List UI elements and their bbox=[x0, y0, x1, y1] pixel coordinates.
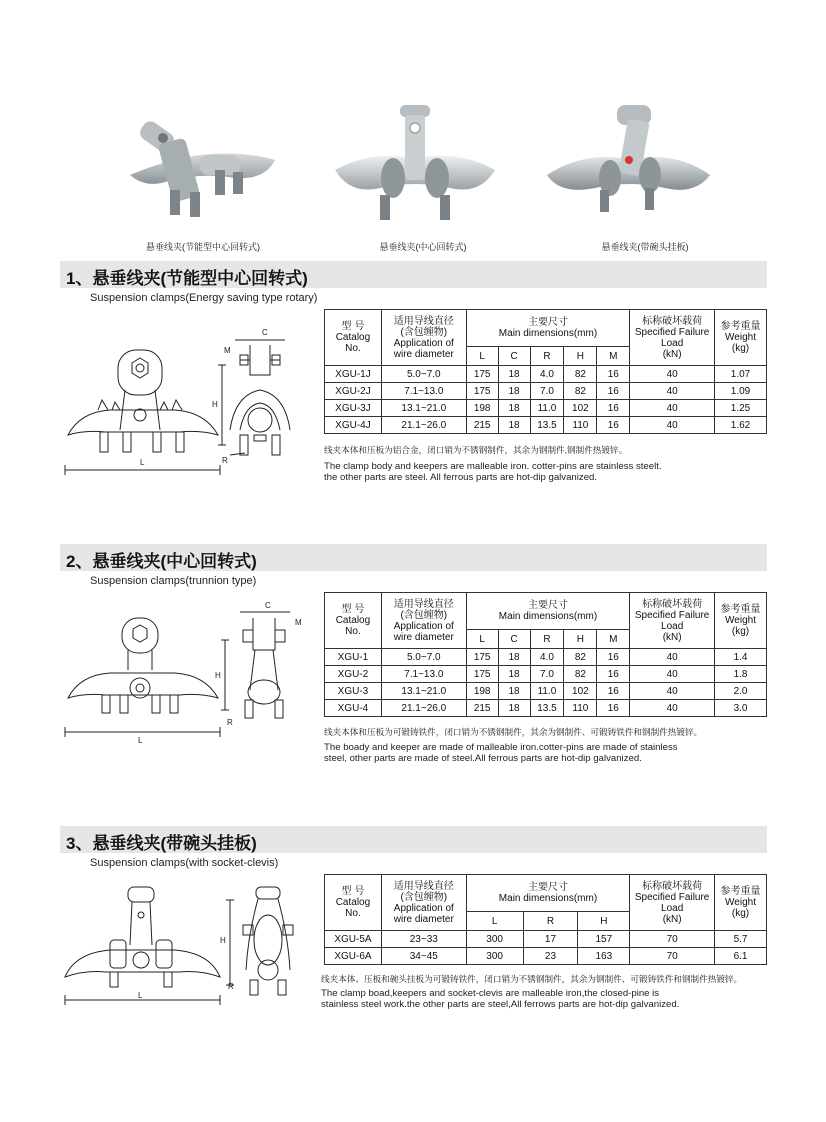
table-cell: 13.1~21.0 bbox=[381, 400, 466, 417]
dim-label-M: M bbox=[224, 346, 231, 355]
table-cell: 18 bbox=[498, 666, 530, 683]
dim-label-H: H bbox=[220, 936, 226, 945]
header-dims: 主要尺寸 Main dimensions(mm) bbox=[466, 310, 630, 347]
table-row bbox=[325, 948, 767, 965]
drawing-side-view-3 bbox=[218, 885, 308, 1010]
table-cell: 40 bbox=[630, 666, 715, 683]
table-cell: 16 bbox=[597, 700, 630, 717]
table-cell: 82 bbox=[564, 666, 597, 683]
table-cell: 175 bbox=[466, 666, 498, 683]
table-cell: 1.8 bbox=[715, 666, 767, 683]
col-H: H bbox=[564, 630, 597, 649]
table-cell: 34~45 bbox=[381, 948, 466, 965]
table-cell: 157 bbox=[578, 931, 630, 948]
table-row bbox=[325, 383, 767, 400]
note-en-2: the other parts are steel. All ferrous parts are hot-dip galvanized. bbox=[324, 472, 598, 483]
table-cell: 4.0 bbox=[530, 649, 564, 666]
table-cell: 18 bbox=[498, 649, 530, 666]
table-cell: 18 bbox=[498, 700, 530, 717]
table-cell: XGU-6A bbox=[325, 948, 382, 965]
table-cell: 23~33 bbox=[381, 931, 466, 948]
col-L: L bbox=[466, 912, 523, 931]
table-cell: 40 bbox=[630, 383, 715, 400]
table-cell: 13.1~21.0 bbox=[381, 683, 466, 700]
table-cell: XGU-1 bbox=[325, 649, 382, 666]
table-cell: XGU-3J bbox=[325, 400, 382, 417]
col-C: C bbox=[498, 630, 530, 649]
header-weight: 参考重量 Weight (kg) bbox=[715, 875, 767, 931]
header-diameter: 适用导线直径 (含包缠物) Application of wire diameter bbox=[381, 875, 466, 931]
header-model: 型 号 Catalog No. bbox=[325, 875, 382, 931]
table-cell: 16 bbox=[597, 683, 630, 700]
section-3-note bbox=[321, 974, 742, 1011]
section-2-subtitle: Suspension clamps(trunnion type) bbox=[90, 575, 257, 587]
table-cell: 40 bbox=[630, 366, 715, 383]
table-cell: 70 bbox=[630, 948, 715, 965]
table-cell: 175 bbox=[466, 383, 498, 400]
table-cell: 16 bbox=[597, 400, 630, 417]
table-cell: 1.25 bbox=[715, 400, 767, 417]
table-cell: XGU-5A bbox=[325, 931, 382, 948]
dim-label-L: L bbox=[140, 458, 145, 467]
section-2-note bbox=[324, 727, 702, 765]
section-3-title: 3、悬垂线夹(带碗头挂板) bbox=[66, 834, 257, 853]
drawing-front-view-1 bbox=[60, 340, 225, 490]
section-3-subtitle: Suspension clamps(with socket-clevis) bbox=[90, 857, 279, 869]
table-cell: 7.0 bbox=[530, 383, 564, 400]
spec-table-1 bbox=[324, 309, 767, 434]
header-model: 型 号 Catalog No. bbox=[325, 593, 382, 649]
dim-label-H: H bbox=[212, 400, 218, 409]
dim-label-M: M bbox=[295, 618, 302, 627]
section-3-title-bar bbox=[60, 826, 767, 853]
spec-table-3 bbox=[324, 874, 767, 965]
table-cell: 198 bbox=[466, 683, 498, 700]
section-2-title: 2、悬垂线夹(中心回转式) bbox=[66, 552, 257, 571]
header-model: 型 号 Catalog No. bbox=[325, 310, 382, 366]
product-photo-socket-clevis-clamp bbox=[545, 100, 715, 225]
table-cell: 175 bbox=[466, 649, 498, 666]
col-L: L bbox=[466, 347, 498, 366]
section-1-subtitle: Suspension clamps(Energy saving type rotary) bbox=[90, 292, 318, 304]
col-R: R bbox=[523, 912, 578, 931]
product-photo-energy-saving-clamp bbox=[115, 100, 285, 225]
table-cell: 13.5 bbox=[530, 700, 564, 717]
table-cell: 6.1 bbox=[715, 948, 767, 965]
table-cell: 3.0 bbox=[715, 700, 767, 717]
table-cell: 1.07 bbox=[715, 366, 767, 383]
table-cell: 4.0 bbox=[530, 366, 564, 383]
col-C: C bbox=[498, 347, 530, 366]
table-row bbox=[325, 366, 767, 383]
table-cell: 82 bbox=[564, 649, 597, 666]
table-cell: 2.0 bbox=[715, 683, 767, 700]
table-row bbox=[325, 683, 767, 700]
col-M: M bbox=[597, 630, 630, 649]
table-row bbox=[325, 417, 767, 434]
col-L: L bbox=[466, 630, 498, 649]
table-cell: 13.5 bbox=[530, 417, 564, 434]
table-cell: 40 bbox=[630, 683, 715, 700]
table-cell: XGU-1J bbox=[325, 366, 382, 383]
table-row bbox=[325, 700, 767, 717]
table-cell: 40 bbox=[630, 649, 715, 666]
table-cell: 18 bbox=[498, 383, 530, 400]
table-cell: 1.09 bbox=[715, 383, 767, 400]
section-1-title: 1、悬垂线夹(节能型中心回转式) bbox=[66, 269, 308, 288]
table-cell: 198 bbox=[466, 400, 498, 417]
section-1-note bbox=[324, 445, 662, 484]
section-2-title-bar bbox=[60, 544, 767, 571]
table-cell: 1.62 bbox=[715, 417, 767, 434]
table-cell: 102 bbox=[564, 683, 597, 700]
table-cell: 16 bbox=[597, 383, 630, 400]
table-cell: 7.1~13.0 bbox=[381, 666, 466, 683]
section-1-title-bar bbox=[60, 261, 767, 288]
product-photo-trunnion-clamp bbox=[330, 100, 500, 225]
table-cell: 18 bbox=[498, 417, 530, 434]
drawing-front-view-3 bbox=[60, 885, 225, 1015]
table-cell: 21.1~26.0 bbox=[381, 700, 466, 717]
note-en-2: steel, other parts are made of steel.All ferrous parts are hot-dip galvanized. bbox=[324, 753, 642, 764]
dim-label-H: H bbox=[215, 671, 221, 680]
header-load: 标称破坏载荷 Specified Failure Load (kN) bbox=[630, 593, 715, 649]
photo-caption-2: 悬垂线夹(中心回转式) bbox=[379, 242, 467, 252]
table-row bbox=[325, 666, 767, 683]
header-dims: 主要尺寸 Main dimensions(mm) bbox=[466, 593, 630, 630]
dim-label-R: R bbox=[222, 456, 228, 465]
table-cell: 5.0~7.0 bbox=[381, 649, 466, 666]
table-cell: 17 bbox=[523, 931, 578, 948]
table-cell: 163 bbox=[578, 948, 630, 965]
table-cell: 11.0 bbox=[530, 400, 564, 417]
table-cell: 175 bbox=[466, 366, 498, 383]
table-cell: 5.0~7.0 bbox=[381, 366, 466, 383]
note-cn: 线夹本体和压板为可锻铸铁件，闭口销为不锈钢制件，其余为钢制件、可锻铸铁件和钢制件热镀锌。 bbox=[324, 727, 703, 737]
col-H: H bbox=[564, 347, 597, 366]
table-cell: 215 bbox=[466, 700, 498, 717]
table-cell: XGU-4 bbox=[325, 700, 382, 717]
table-cell: 70 bbox=[630, 931, 715, 948]
col-H: H bbox=[578, 912, 630, 931]
table-cell: XGU-3 bbox=[325, 683, 382, 700]
table-cell: 18 bbox=[498, 683, 530, 700]
table-cell: 300 bbox=[466, 931, 523, 948]
header-load: 标称破坏载荷 Specified Failure Load (kN) bbox=[630, 875, 715, 931]
spec-table-2 bbox=[324, 592, 767, 717]
table-cell: 82 bbox=[564, 366, 597, 383]
photo-caption-1: 悬垂线夹(节能型中心回转式) bbox=[146, 242, 260, 252]
dim-label-C: C bbox=[265, 601, 271, 610]
table-row bbox=[325, 649, 767, 666]
dim-label-C: C bbox=[262, 328, 268, 337]
table-cell: 1.4 bbox=[715, 649, 767, 666]
header-dims: 主要尺寸 Main dimensions(mm) bbox=[466, 875, 630, 912]
header-diameter: 适用导线直径 (含包缠物) Application of wire diameter bbox=[381, 310, 466, 366]
table-cell: 215 bbox=[466, 417, 498, 434]
note-en-1: The clamp body and keepers are malleable iron. cotter-pins are stainless steelt. bbox=[324, 460, 662, 472]
table-cell: 40 bbox=[630, 417, 715, 434]
drawing-side-view-1 bbox=[210, 325, 305, 485]
table-cell: 16 bbox=[597, 649, 630, 666]
table-cell: 40 bbox=[630, 700, 715, 717]
table-cell: 82 bbox=[564, 383, 597, 400]
table-cell: 7.1~13.0 bbox=[381, 383, 466, 400]
table-cell: 16 bbox=[597, 666, 630, 683]
photo-caption-3: 悬垂线夹(带碗头挂板) bbox=[601, 242, 689, 252]
dim-label-L: L bbox=[138, 736, 143, 745]
header-weight: 参考重量 Weight (kg) bbox=[715, 593, 767, 649]
table-cell: 16 bbox=[597, 366, 630, 383]
header-load: 标称破坏载荷 Specified Failure Load (kN) bbox=[630, 310, 715, 366]
drawing-side-view-2 bbox=[215, 600, 310, 740]
table-cell: 300 bbox=[466, 948, 523, 965]
col-M: M bbox=[597, 347, 630, 366]
table-cell: 102 bbox=[564, 400, 597, 417]
table-cell: XGU-4J bbox=[325, 417, 382, 434]
table-cell: 23 bbox=[523, 948, 578, 965]
note-en-1: The clamp boad,keepers and socket-clevis are malleable iron,the closed-pine is bbox=[321, 987, 660, 999]
table-cell: 16 bbox=[597, 417, 630, 434]
dim-label-L: L bbox=[138, 991, 143, 1000]
table-cell: XGU-2J bbox=[325, 383, 382, 400]
table-row bbox=[325, 931, 767, 948]
note-en-2: stainless steel work.the other parts are steel,All ferrows parts are hot-dip galvanized. bbox=[321, 999, 680, 1010]
table-cell: 110 bbox=[564, 700, 597, 717]
drawing-front-view-2 bbox=[60, 610, 225, 750]
dim-label-R: R bbox=[228, 982, 234, 991]
table-cell: 21.1~26.0 bbox=[381, 417, 466, 434]
header-diameter: 适用导线直径 (含包缠物) Application of wire diameter bbox=[381, 593, 466, 649]
table-cell: XGU-2 bbox=[325, 666, 382, 683]
col-R: R bbox=[530, 630, 564, 649]
table-cell: 7.0 bbox=[530, 666, 564, 683]
table-cell: 40 bbox=[630, 400, 715, 417]
note-en-1: The boady and keeper are made of malleable iron.cotter-pins are made of stainless bbox=[324, 741, 678, 753]
header-weight: 参考重量 Weight (kg) bbox=[715, 310, 767, 366]
note-cn: 线夹本体和压板为铝合金，闭口销为不锈钢制件，其余为钢制件,钢制件热镀锌。 bbox=[324, 445, 628, 455]
table-cell: 18 bbox=[498, 366, 530, 383]
dim-label-R: R bbox=[227, 718, 233, 727]
table-cell: 11.0 bbox=[530, 683, 564, 700]
table-cell: 110 bbox=[564, 417, 597, 434]
note-cn: 线夹本体、压板和碗头挂板为可锻铸铁件，闭口销为不锈钢制件，其余为钢制件、可锻铸铁件和钢制件热镀锌。 bbox=[321, 974, 743, 984]
table-cell: 5.7 bbox=[715, 931, 767, 948]
table-cell: 18 bbox=[498, 400, 530, 417]
table-row bbox=[325, 400, 767, 417]
col-R: R bbox=[530, 347, 564, 366]
